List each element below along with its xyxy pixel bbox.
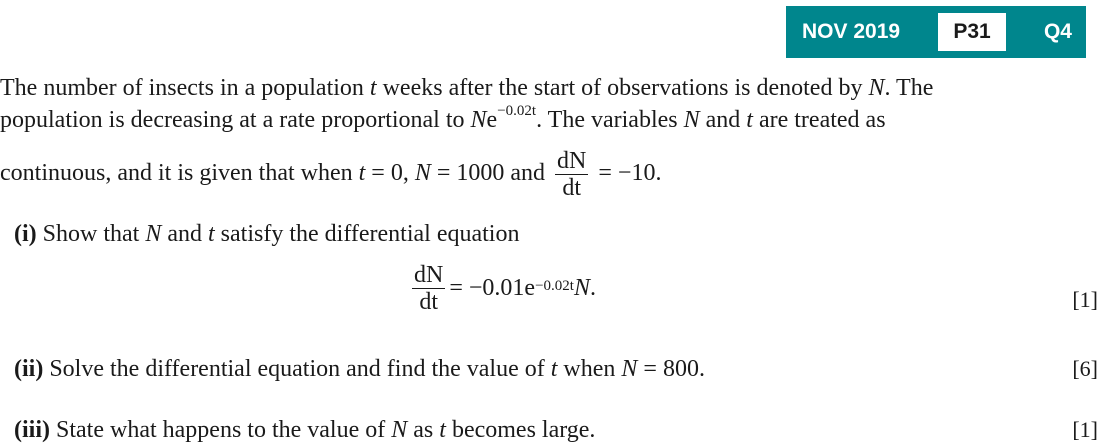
marks-part-ii: [6] [1072,356,1098,381]
var-t: t [550,356,558,382]
text: . The variables [536,107,684,133]
intro-line-2 [0,104,886,136]
var-t: t [358,160,366,187]
intro-line-1 [0,72,933,104]
text: continuous, and it is given that when [0,160,359,187]
var-n: N [391,417,408,443]
intro-line-3 [0,148,661,201]
text: as [407,417,440,443]
text: The number of insects in a population [0,75,370,101]
fraction-numerator: dN [557,148,587,174]
text: . The [884,75,934,101]
var-n: N [573,275,590,301]
text: = 0, [365,160,415,187]
text: satisfy the differential equation [214,221,520,247]
part-label: (ii) [14,356,44,382]
fraction-denominator: dt [419,289,438,315]
var-t: t [369,75,377,101]
text: when [557,356,622,382]
question-tag [786,6,1086,58]
var-n: N [683,107,700,133]
exam-session: NOV 2019 [802,20,901,43]
text: and [699,107,747,133]
equation-fraction [412,262,445,315]
fraction-numerator: dN [414,262,444,288]
text: population is decreasing at a rate proportional to [0,107,471,133]
text: weeks after the start of observations is denoted by [376,75,869,101]
differential-equation: $\frac{dN}{dt}$ = −0.01e $^{-0.02t}$ N . [414,262,596,315]
var-t: t [746,107,753,133]
part-label: (i) [14,221,37,247]
exponent: −0.02t [497,103,537,119]
var-t: t [439,417,446,443]
var-t: t [208,221,215,247]
text: and [161,221,208,247]
text: = −10. [592,160,662,187]
part-label: (iii) [14,417,50,443]
var-n: N [470,107,487,133]
text: State what happens to the value of [56,417,392,443]
var-n: N [414,160,431,187]
marks-part-iii: [1] [1072,417,1098,442]
text: = 800. [637,356,705,382]
marks-part-i: [1] [1072,287,1098,312]
text: . [589,275,596,301]
text: becomes large. [445,417,596,443]
question-number: Q4 [1043,20,1072,43]
paper-code: P31 [938,13,1006,51]
var-n: N [145,221,162,247]
text: are treated as [752,107,886,133]
part-ii [14,353,705,385]
text: Solve the differential equation and find the value of [49,356,551,382]
var-n: N [621,356,638,382]
var-n: N [868,75,885,101]
text: Show that [42,221,146,247]
text: e [486,107,498,133]
text: = 1000 and [430,160,552,187]
part-iii [14,414,595,446]
part-i [14,218,519,250]
equation-rhs: = −0.01e [449,275,536,301]
fraction-denominator: dt [562,175,582,201]
derivative-fraction [555,148,588,201]
